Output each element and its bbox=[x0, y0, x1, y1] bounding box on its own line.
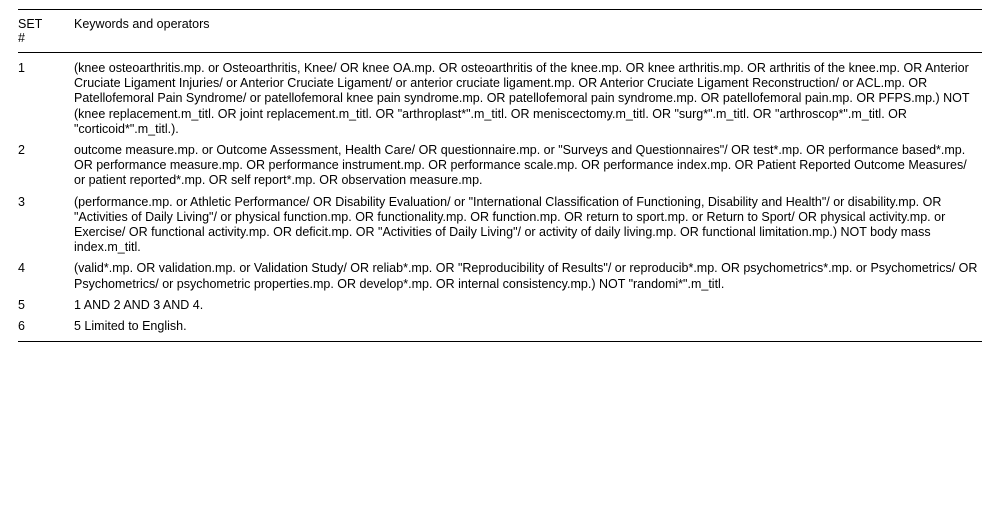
table-row bbox=[18, 192, 982, 259]
table-header-row bbox=[18, 10, 982, 53]
cell-set-number: 4 bbox=[18, 261, 25, 276]
table-row bbox=[18, 140, 982, 192]
cell-keywords: 5 Limited to English. bbox=[74, 319, 187, 334]
column-header-set-line1: SET bbox=[18, 17, 43, 31]
table-row bbox=[18, 258, 982, 294]
table-bottom-rule bbox=[18, 341, 982, 342]
cell-set-number: 6 bbox=[18, 319, 25, 334]
table-row bbox=[18, 295, 982, 316]
column-header-set bbox=[18, 10, 74, 53]
cell-keywords: (performance.mp. or Athletic Performance/ OR Disability Evaluation/ or "International Classification of Functioning, Disability and Health"/ or disability.mp. OR "Activities of Daily Living"/ or physical function.mp. OR functionality.mp. OR function.mp. OR return to sport.mp. or Return to Sport/ OR physical activity.mp. or Exercise/ OR functional activity.mp. OR deficit.mp. OR "Activities of Daily Living"/ or activity of daily living.mp. OR functional limitation.mp.) NOT body mass index.m_titl. bbox=[74, 194, 946, 255]
column-header-keywords: Keywords and operators bbox=[74, 10, 982, 53]
cell-keywords: outcome measure.mp. or Outcome Assessment, Health Care/ OR questionnaire.mp. or "Surveys and Questionnaires"/ OR test*.mp. OR performance based*.mp. OR performance measure.mp. OR performance instrument.mp. OR performance scale.mp. OR performance index.mp. OR Patient Reported Outcome Measures/ or patient reported*.mp. OR self report*.mp. OR observation measure.mp. bbox=[74, 143, 967, 188]
table-header bbox=[18, 10, 982, 53]
table-body bbox=[18, 53, 982, 342]
table-row bbox=[18, 53, 982, 141]
column-header-set-line2: # bbox=[18, 31, 25, 45]
cell-set-number: 1 bbox=[18, 61, 25, 75]
cell-keywords: 1 AND 2 AND 3 AND 4. bbox=[74, 297, 204, 312]
cell-set-number: 3 bbox=[18, 194, 25, 209]
cell-set-number: 5 bbox=[18, 297, 25, 312]
search-strategy-table bbox=[18, 9, 982, 341]
cell-keywords: (valid*.mp. OR validation.mp. or Validation Study/ OR reliab*.mp. OR "Reproducibility of Results"/ or reproducib*.mp. OR psychometrics*.mp. or Psychometrics/ OR Psychometrics/ or psychometric properties.mp. OR develop*.mp. OR internal consistency.mp.) NOT "randomi*".m_titl. bbox=[74, 261, 978, 291]
cell-set-number: 2 bbox=[18, 143, 25, 158]
document-page bbox=[0, 9, 1000, 511]
cell-keywords: (knee osteoarthritis.mp. or Osteoarthritis, Knee/ OR knee OA.mp. OR osteoarthritis of the knee.mp. OR knee arthritis.mp. OR arthritis of the knee.mp. OR Anterior Cruciate Ligament Injuries/ or Anterior Cruciate Ligament/ or anterior cruciate ligament.mp. OR Anterior Cruciate Ligament Reconstruction/ or ACL.mp. OR Patellofemoral Pain Syndrome/ or patellofemoral knee pain syndrome.mp. OR patellofemoral pain syndrome.mp. OR patellofemoral pain.mp. OR PFPS.mp.) NOT (knee replacement.m_titl. OR joint replacement.m_titl. OR "arthroplast*".m_titl. OR meniscectomy.m_titl. OR "surg*".m_titl. OR "arthroscop*".m_titl. OR "corticoid*".m_titl.). bbox=[74, 61, 970, 136]
table-row bbox=[18, 316, 982, 341]
